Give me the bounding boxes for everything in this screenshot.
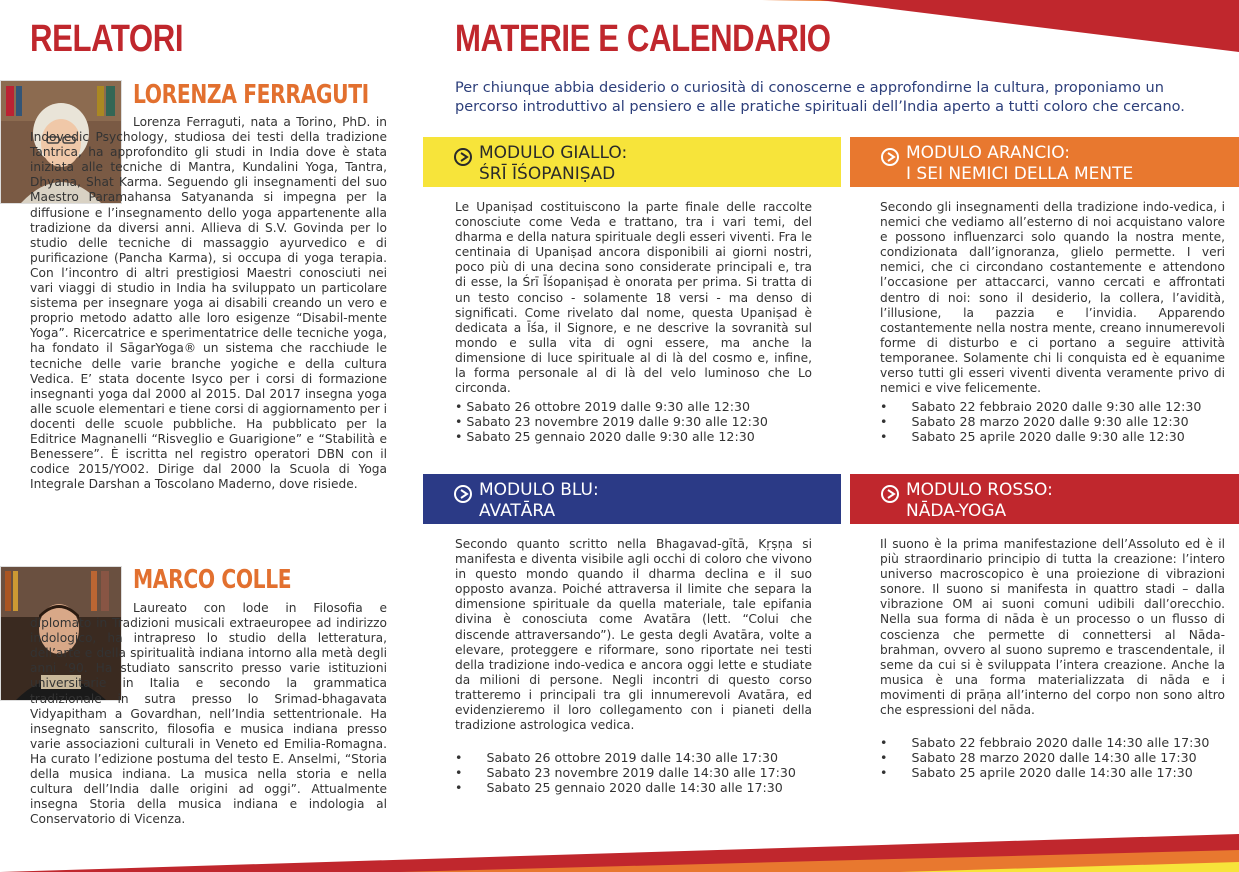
module-subtitle: I SEI NEMICI DELLA MENTE — [906, 164, 1134, 184]
relatori-title: RELATORI — [30, 18, 184, 60]
date-item: • Sabato 28 marzo 2020 dalle 14:30 alle 17:30 — [880, 750, 1197, 765]
play-icon — [453, 484, 473, 504]
date-item: • Sabato 23 novembre 2019 dalle 9:30 alle 12:30 — [455, 414, 768, 429]
module-arancio-description: Secondo gli insegnamenti della tradizione indo-vedica, i nemici che vediamo all’esterno di noi acquistano valore e possono influenzarci solo quando la nostra mente, condizionata dall’ignoranza, glielo permette. I veri nemici, che ci circondano costantemente e attendono l’occasione per attaccarci, vanno cercati e affrontati dentro di noi: sono il desiderio, la collera, l’avidità, l’illusione, la pazzia e l’invidia. Apparendo costantemente nella nostra mente, creano innumerevoli forme di disturbo e ci portano a seguire attività temporanee. Solamente chi li conquista ed è equanime verso tutti gli esseri viventi diventa veramente privo di nemici e vive felicemente. — [880, 200, 1225, 396]
bottom-decorative-stripe — [0, 820, 1239, 872]
module-subtitle: NĀDA-YOGA — [906, 501, 1007, 521]
bio-lorenza — [30, 115, 387, 492]
date-item: • Sabato 25 aprile 2020 dalle 14:30 alle 17:30 — [880, 765, 1193, 780]
bio-text: Lorenza Ferraguti, nata a Torino, PhD. in Indovedic Psychology, studiosa dei testi della tradizione Tantrica, ha approfondito gli studi in India dove è stata iniziata alle tecniche di Mantra, Kundalini Yoga, Tantra, Dhyana, Shat Karma. Seguendo gli insegnamenti del suo Maestro Paramahansa Satyananda si impegna per la diffusione e l’insegnamento dello yoga appartenente alla tradizione da diversi anni. Allieva di S.V. Govinda per lo studio delle tecniche di massaggio ayurvedico e di purificazione (Pancha Karma), si occupa di yoga terapia. Con l’incontro di altri prestigiosi Maestri conosciuti nei vari viaggi di studio in India ha sviluppato un particolare sistema per insegnare yoga ai disabili creando un vero e proprio metodo adatto alle loro esigenze “Disabil-mente Yoga”. Ricercatrice e sperimentatrice delle tecniche yoga, ha fondato il SāgarYoga® un sistema che racchiude le tecniche delle varie branche yogiche e della cultura Vedica. E’ stata docente Isyco per i corsi di formazione insegnanti yoga dal 2000 al 2015. Dal 2017 insegna yoga alle scuole elementari e tiene corsi di aggiornamento per i docenti delle scuole pubbliche. Ha pubblicato per la Editrice Magnanelli “Risveglio e Guarigione” e “Stabilità e Benessere”. È iscritta nel registro operatori DBN con il codice 2015/YO02. Dirige dal 2000 la Scuola di Yoga Integrale Darshan a Toscolano Maderno, dove risiede. — [30, 115, 387, 492]
date-item: • Sabato 23 novembre 2019 dalle 14:30 alle 17:30 — [455, 765, 796, 780]
module-arancio-header — [850, 137, 1239, 187]
date-item: • Sabato 25 gennaio 2020 dalle 9:30 alle 12:30 — [455, 429, 755, 444]
date-item: • Sabato 26 ottobre 2019 dalle 14:30 alle 17:30 — [455, 750, 779, 765]
module-giallo-header — [423, 137, 841, 187]
person-name-lorenza: LORENZA FERRAGUTI — [133, 80, 369, 110]
module-blu-dates — [455, 750, 796, 795]
bio-text: Laureato con lode in Filosofia e diplomato in Tradizioni musicali extraeuropee ad indirizzo indologico, ha intrapreso lo studio della letteratura, dell’arte e della spiritualità indiana intorno alla metà degli anni ‘90. Ha studiato sanscrito presso varie istituzioni universitarie in Italia e secondo la grammatica tradizionale in sutra presso lo Srimad-bhagavata Vidyapitham a Govardhan, nell’India settentrionale. Ha insegnato sanscrito, filosofia e musica indiana presso varie associazioni culturali in Veneto ed Emilia-Romagna. Ha curato l’edizione postuma del testo E. Anselmi, “Storia della musica indiana. La musica nella storia e nella cultura dell’India dalle origini ad oggi”. Attualmente insegna Storia della musica indiana e indologia al Conservatorio di Vicenza. — [30, 601, 387, 827]
module-subtitle: ŚRĪ ĪŚOPANIṢAD — [479, 164, 616, 184]
module-label: MODULO BLU: — [479, 480, 599, 500]
date-item: • Sabato 26 ottobre 2019 dalle 9:30 alle 12:30 — [455, 399, 751, 414]
module-label: MODULO ROSSO: — [906, 480, 1053, 500]
module-label: MODULO GIALLO: — [479, 143, 628, 163]
date-item: • Sabato 28 marzo 2020 dalle 9:30 alle 12:30 — [880, 414, 1189, 429]
play-icon — [880, 484, 900, 504]
bio-marco — [30, 601, 387, 827]
module-blu-description: Secondo quanto scritto nella Bhagavad-gītā, Kṛṣṇa si manifesta e diventa visibile agli occhi di coloro che vivono in questo mondo quando il dharma declina e il suo opposto avanza. Poiché attraversa il limite che separa la dimensione spirituale da quella materiale, tale epifania divina è conosciuta come Avatāra (lett. “Colui che discende attraversando”). Le gesta degli Avatāra, volte a elevare, proteggere e riformare, sono riportate nei testi della tradizione indo-vedica e ancora oggi lette e studiate da milioni di persone. Negli incontri di questo corso tratteremo i principali tra gli innumerevoli Avatāra, ed evidenzieremo il loro collegamento con i pianeti della tradizione astrologica vedica. — [455, 537, 812, 733]
materie-title: MATERIE E CALENDARIO — [455, 18, 831, 60]
module-rosso-dates — [880, 735, 1209, 780]
module-giallo-dates — [455, 399, 768, 444]
date-item: • Sabato 22 febbraio 2020 dalle 9:30 alle 12:30 — [880, 399, 1202, 414]
person-name-marco: MARCO COLLE — [133, 565, 292, 595]
module-arancio-dates — [880, 399, 1201, 444]
date-item: • Sabato 22 febbraio 2020 dalle 14:30 alle 17:30 — [880, 735, 1210, 750]
play-icon — [453, 147, 473, 167]
module-rosso-header — [850, 474, 1239, 524]
intro-paragraph: Per chiunque abbia desiderio o curiosità di conoscerne e approfondirne la cultura, proponiamo un percorso introduttivo al pensiero e alle pratiche spirituali dell’India aperto a tutti coloro che cercano. — [455, 80, 1185, 115]
module-subtitle: AVATĀRA — [479, 501, 556, 521]
module-label: MODULO ARANCIO: — [906, 143, 1071, 163]
date-item: • Sabato 25 gennaio 2020 dalle 14:30 alle 17:30 — [455, 780, 783, 795]
module-giallo-description: Le Upaniṣad costituiscono la parte finale delle raccolte conosciute come Veda e trattano, tra i vari temi, del dharma e della natura spirituale degli esseri viventi. Fra le centinaia di Upaniṣad ancora disponibili ai giorni nostri, poco più di una decina sono considerate principali e, tra di esse, la Śrī Īśopaniṣad è onorata per prima. Si tratta di un testo conciso - solamente 18 versi - ma denso di significati. Come rivelato dal nome, questa Upaniṣad è dedicata a Īśa, il Signore, e ne descrive la sovranità sul mondo e sulla vita di ogni essere, ma anche la dimensione di luce spirituale al di là del cosmo e, infine, la forma personale al di là del velo luminoso che Lo circonda. — [455, 200, 812, 396]
module-rosso-description: Il suono è la prima manifestazione dell’Assoluto ed è il più straordinario principio di tutta la creazione: l’intero universo macroscopico è una proiezione di vibrazioni sonore. Il suono si manifesta in quattro stadi – dalla vibrazione OM ai suoni comuni udibili dall’orecchio. Nella sua forma di nāda è un processo o un flusso di coscienza che permette di connettersi al Nāda-brahman, ovvero al suono supremo e trascendentale, il seme da cui si è sviluppata l’intera creazione. Anche la musica è una forma materializzata di nāda e i movimenti di prāṇa all’interno del corpo non sono altro che espressioni del nāda. — [880, 537, 1225, 718]
module-blu-header — [423, 474, 841, 524]
date-item: • Sabato 25 aprile 2020 dalle 9:30 alle 12:30 — [880, 429, 1185, 444]
play-icon — [880, 147, 900, 167]
